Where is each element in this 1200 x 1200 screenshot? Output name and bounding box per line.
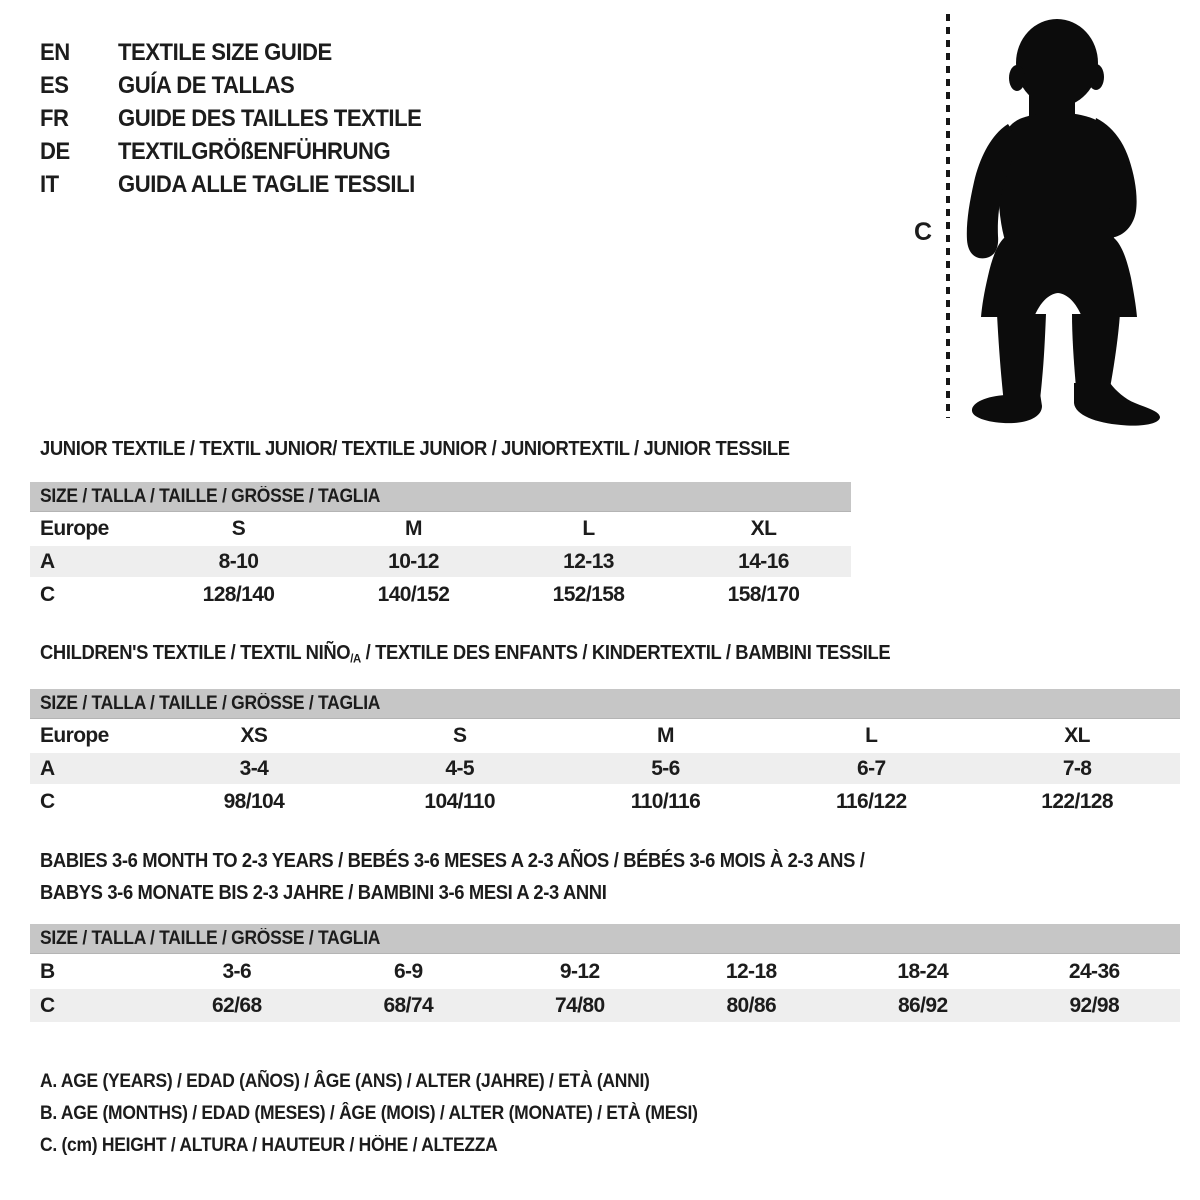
height-measure-label: C bbox=[914, 218, 933, 246]
babies-section-title bbox=[40, 849, 936, 913]
table-cell: 62/68 bbox=[211, 993, 262, 1017]
table-cell: XL bbox=[1064, 724, 1090, 747]
table-cell: 7-8 bbox=[1062, 756, 1092, 780]
table-cell: 6-9 bbox=[393, 959, 423, 983]
language-code: ES bbox=[40, 71, 69, 99]
children-title-suffix: / TEXTILE DES ENFANTS / KINDERTEXTIL / BAMBINI TESSILE bbox=[360, 642, 891, 664]
row-label: B bbox=[40, 959, 55, 983]
babies-title-line1: BABIES 3-6 MONTH TO 2-3 YEARS / BEBÉS 3-6 MESES A 2-3 AÑOS / BÉBÉS 3-6 MOIS À 2-3 ANS / bbox=[40, 850, 865, 872]
table-cell: 10-12 bbox=[388, 549, 439, 573]
table-header-bar bbox=[30, 482, 851, 512]
table-cell: 12-13 bbox=[563, 549, 614, 573]
size-header-label: SIZE / TALLA / TAILLE / GRÖSSE / TAGLIA bbox=[40, 485, 381, 507]
table-header-bar bbox=[30, 689, 1180, 719]
row-label: A bbox=[40, 549, 55, 573]
legend-line bbox=[40, 1130, 755, 1162]
table-cell: 3-6 bbox=[222, 959, 252, 983]
table-row bbox=[30, 784, 1180, 819]
row-label: A bbox=[40, 756, 55, 780]
language-code: FR bbox=[40, 104, 69, 132]
language-title: TEXTILGRÖßENFÜHRUNG bbox=[118, 137, 391, 165]
table-cell: 104/110 bbox=[424, 789, 495, 813]
table-cell: 12-18 bbox=[725, 959, 777, 983]
junior-section-title bbox=[40, 437, 855, 461]
junior-section-title-text: JUNIOR TEXTILE / TEXTIL JUNIOR/ TEXTILE JUNIOR / JUNIORTEXTIL / JUNIOR TESSILE bbox=[40, 438, 790, 460]
size-header-label: SIZE / TALLA / TAILLE / GRÖSSE / TAGLIA bbox=[40, 692, 381, 714]
table-cell: M bbox=[405, 517, 422, 540]
language-row bbox=[40, 168, 448, 201]
language-list bbox=[40, 36, 448, 201]
language-row bbox=[40, 36, 448, 69]
legend-line-text: C. (cm) HEIGHT / ALTURA / HAUTEUR / HÖHE / ALTEZZA bbox=[40, 1135, 498, 1156]
table-cell: S bbox=[231, 517, 246, 540]
language-row bbox=[40, 69, 448, 102]
row-label: C bbox=[40, 789, 55, 813]
table-cell: 92/98 bbox=[1069, 993, 1120, 1017]
legend-line bbox=[40, 1066, 755, 1098]
row-label: C bbox=[40, 582, 55, 606]
table-cell: 8-10 bbox=[218, 549, 259, 573]
table-cell: 122/128 bbox=[1041, 789, 1113, 813]
table-cell: 68/74 bbox=[383, 993, 434, 1017]
language-code: IT bbox=[40, 170, 59, 198]
babies-title-line2: BABYS 3-6 MONATE BIS 2-3 JAHRE / BAMBINI 3-6 MESI A 2-3 ANNI bbox=[40, 882, 607, 904]
row-label: Europe bbox=[40, 517, 109, 540]
table-cell: 110/116 bbox=[630, 789, 701, 813]
table-cell: 86/92 bbox=[897, 993, 948, 1017]
table-cell: 3-4 bbox=[239, 756, 269, 780]
legend-line-text: B. AGE (MONTHS) / EDAD (MESES) / ÂGE (MOIS) / ALTER (MONATE) / ETÀ (MESI) bbox=[40, 1103, 698, 1124]
language-title: TEXTILE SIZE GUIDE bbox=[118, 38, 332, 66]
baby-silhouette-icon bbox=[962, 8, 1186, 432]
table-cell: XL bbox=[750, 517, 777, 540]
children-title-prefix: CHILDREN'S TEXTILE / TEXTIL NIÑO bbox=[40, 642, 351, 664]
table-cell: 128/140 bbox=[202, 582, 275, 606]
children-section-title bbox=[40, 641, 964, 670]
table-cell: M bbox=[657, 724, 674, 747]
table-cell: 24-36 bbox=[1068, 959, 1120, 983]
language-row bbox=[40, 135, 448, 168]
table-row bbox=[30, 719, 1180, 753]
table-cell: 98/104 bbox=[223, 789, 285, 813]
table-cell: 5-6 bbox=[651, 756, 680, 780]
table-row bbox=[30, 954, 1180, 989]
table-row bbox=[30, 577, 851, 612]
language-row bbox=[40, 102, 448, 135]
legend-line-text: A. AGE (YEARS) / EDAD (AÑOS) / ÂGE (ANS) / ALTER (JAHRE) / ETÀ (ANNI) bbox=[40, 1071, 650, 1092]
table-row bbox=[30, 512, 851, 546]
table-row bbox=[30, 989, 1180, 1022]
table-row bbox=[30, 546, 851, 577]
table-header-bar bbox=[30, 924, 1180, 954]
language-title: GUÍA DE TALLAS bbox=[118, 71, 295, 99]
language-title: GUIDE DES TAILLES TEXTILE bbox=[118, 104, 422, 132]
table-cell: L bbox=[582, 517, 595, 540]
height-dashed-line bbox=[946, 14, 950, 418]
table-cell: L bbox=[865, 724, 878, 747]
table-cell: 158/170 bbox=[727, 582, 800, 606]
table-cell: 80/86 bbox=[726, 993, 777, 1017]
children-title-sub: /A bbox=[350, 651, 361, 666]
table-cell: 6-7 bbox=[857, 756, 886, 780]
table-cell: 116/122 bbox=[836, 789, 907, 813]
language-code: EN bbox=[40, 38, 70, 66]
size-header-label: SIZE / TALLA / TAILLE / GRÖSSE / TAGLIA bbox=[40, 927, 381, 949]
language-title: GUIDA ALLE TAGLIE TESSILI bbox=[118, 170, 415, 198]
table-cell: 18-24 bbox=[897, 959, 949, 983]
table-cell: 74/80 bbox=[554, 993, 605, 1017]
table-cell: 9-12 bbox=[559, 959, 600, 983]
language-code: DE bbox=[40, 137, 70, 165]
babies-size-table bbox=[30, 924, 1180, 1022]
measure-legend bbox=[40, 1066, 755, 1162]
legend-line bbox=[40, 1098, 755, 1130]
table-cell: S bbox=[452, 724, 467, 747]
table-cell: 14-16 bbox=[738, 549, 789, 573]
junior-size-table bbox=[30, 482, 851, 612]
table-cell: 152/158 bbox=[552, 582, 625, 606]
children-section-title-text bbox=[40, 641, 890, 670]
table-row bbox=[30, 753, 1180, 784]
table-cell: XS bbox=[240, 724, 268, 747]
children-size-table bbox=[30, 689, 1180, 819]
table-cell: 140/152 bbox=[377, 582, 450, 606]
row-label: Europe bbox=[40, 724, 109, 747]
table-cell: 4-5 bbox=[445, 756, 474, 780]
row-label: C bbox=[40, 993, 55, 1017]
